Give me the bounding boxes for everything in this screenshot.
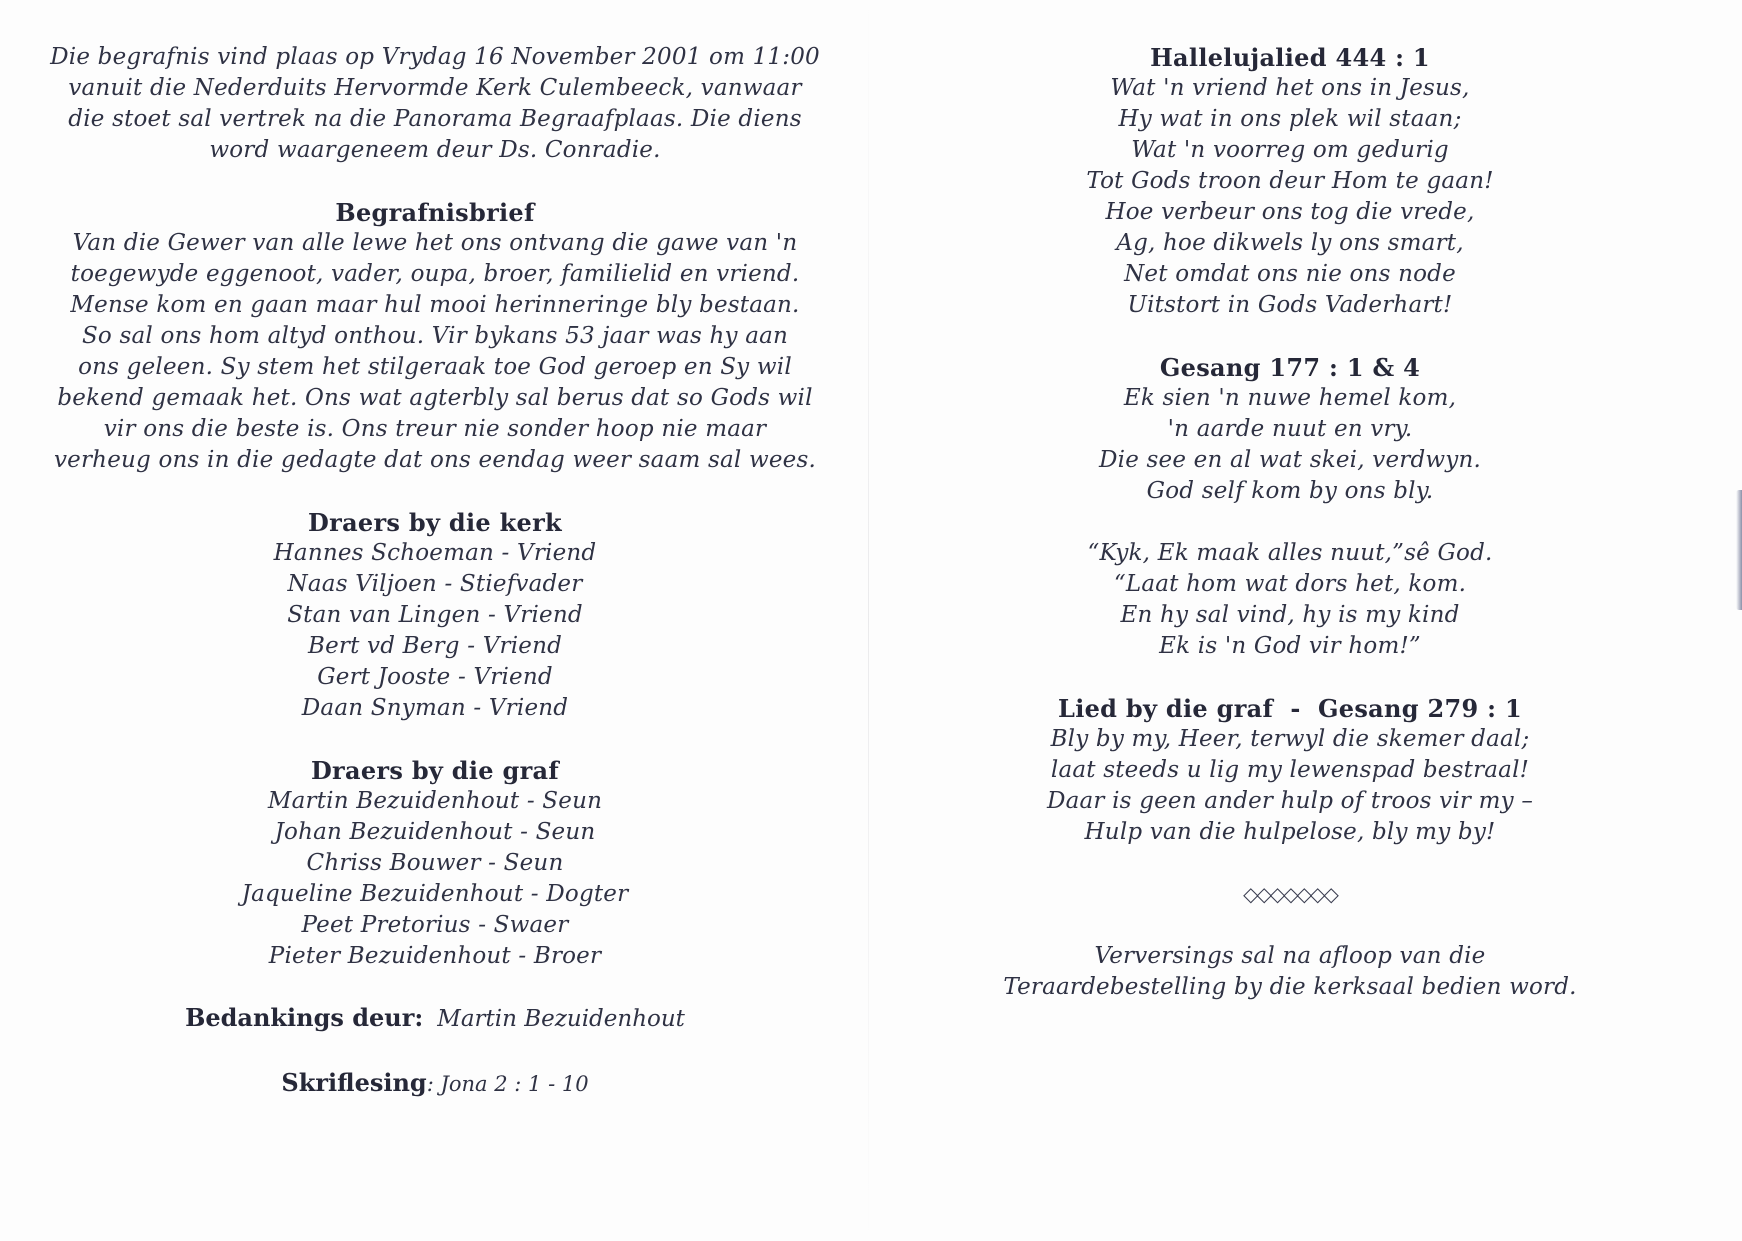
page-edge-shadow (1736, 490, 1742, 610)
intro-line: vanuit die Nederduits Hervormde Kerk Culembeeck, vanwaar (68, 75, 802, 101)
bearer-entry: Johan Bezuidenhout - Seun (274, 819, 596, 845)
reading-label: Skriflesing (281, 1068, 427, 1097)
letter-line: toegewyde eggenoot, vader, oupa, broer, familielid en vriend. (70, 261, 800, 287)
right-column (930, 42, 1650, 1034)
bearer-entry: Gert Jooste - Vriend (317, 664, 553, 690)
hymn-line: Die see en al wat skei, verdwyn. (1099, 447, 1481, 473)
funeral-letter (20, 197, 850, 476)
bearer-entry: Daan Snyman - Vriend (301, 695, 569, 721)
hymn-line: Net omdat ons nie ons node (1124, 261, 1456, 287)
bearer-entry: Naas Viljoen - Stiefvader (287, 571, 583, 597)
grave-bearers (20, 755, 850, 972)
diamond-ornament: ◇◇◇◇◇◇◇ (1243, 882, 1337, 906)
intro-line: die stoet sal vertrek na die Panorama Begraafplaas. Die diens (68, 106, 802, 132)
hymn-line: Daar is geen ander hulp of troos vir my – (1046, 788, 1534, 814)
bearer-entry: Peet Pretorius - Swaer (301, 912, 569, 938)
intro-line: word waargeneem deur Ds. Conradie. (209, 137, 661, 163)
letter-line: vir ons die beste is. Ons treur nie sonder hoop nie maar (103, 416, 767, 442)
letter-line: Mense kom en gaan maar hul mooi herinneringe bly bestaan. (70, 292, 800, 318)
grave-song (930, 693, 1650, 848)
funeral-letter-heading: Begrafnisbrief (335, 198, 535, 227)
thanks-line (20, 1003, 850, 1032)
church-bearers (20, 507, 850, 724)
letter-line: verheug ons in die gedagte dat ons eendag weer saam sal wees. (53, 447, 817, 473)
hymn-line: “Laat hom wat dors het, kom. (1113, 571, 1467, 597)
hymn-444 (930, 42, 1650, 321)
grave-bearers-heading: Draers by die graf (310, 756, 560, 785)
hymn-line: 'n aarde nuut en vry. (1167, 416, 1413, 442)
bearer-entry: Hannes Schoeman - Vriend (273, 540, 597, 566)
bearer-entry: Chriss Bouwer - Seun (306, 850, 564, 876)
hymn-line: Ag, hoe dikwels ly ons smart, (1116, 230, 1464, 256)
service-intro (20, 42, 850, 166)
reading-line (20, 1068, 850, 1097)
letter-line: Van die Gewer van alle lewe het ons ontvang die gawe van 'n (72, 230, 798, 256)
hymn-line: God self kom by ons bly. (1146, 478, 1434, 504)
bearer-entry: Pieter Bezuidenhout - Broer (268, 943, 602, 969)
bearer-entry: Stan van Lingen - Vriend (287, 602, 583, 628)
hymn-line: laat steeds u lig my lewenspad bestraal! (1050, 757, 1530, 783)
bearer-entry: Bert vd Berg - Vriend (307, 633, 563, 659)
hymn-line: En hy sal vind, hy is my kind (1120, 602, 1460, 628)
hymn-line: Bly by my, Heer, terwyl die skemer daal; (1050, 726, 1530, 752)
fold-line (868, 0, 869, 1241)
reading-value: : Jona 2 : 1 - 10 (426, 1072, 589, 1096)
left-column (20, 42, 850, 1128)
closing-line: Verversings sal na afloop van die (1094, 943, 1486, 969)
bearer-entry: Martin Bezuidenhout - Seun (267, 788, 603, 814)
letter-line: ons geleen. Sy stem het stilgeraak toe God geroep en Sy wil (78, 354, 792, 380)
hymn-line: Uitstort in Gods Vaderhart! (1127, 292, 1453, 318)
hymn-line: Tot Gods troon deur Hom te gaan! (1086, 168, 1494, 194)
hymn-line: Hoe verbeur ons tog die vrede, (1105, 199, 1475, 225)
hymn-line: Hy wat in ons plek wil staan; (1118, 106, 1462, 132)
hymn-177-heading: Gesang 177 : 1 & 4 (1159, 353, 1421, 382)
hymn-line: Hulp van die hulpelose, bly my by! (1084, 819, 1496, 845)
letter-line: So sal ons hom altyd onthou. Vir bykans 53 jaar was hy aan (81, 323, 789, 349)
closing-note (930, 941, 1650, 1003)
thanks-label: Bedankings deur: (185, 1003, 424, 1032)
hymn-line: Ek sien 'n nuwe hemel kom, (1123, 385, 1457, 411)
hymn-line: Ek is 'n God vir hom!” (1159, 633, 1421, 659)
church-bearers-heading: Draers by die kerk (308, 508, 562, 537)
grave-song-heading: Lied by die graf - Gesang 279 : 1 (1058, 694, 1522, 723)
closing-line: Teraardebestelling by die kerksaal bedien word. (1003, 974, 1577, 1000)
hymn-line: Wat 'n vriend het ons in Jesus, (1110, 75, 1470, 101)
intro-line: Die begrafnis vind plaas op Vrydag 16 November 2001 om 11:00 (50, 44, 820, 70)
hymn-444-heading: Hallelujalied 444 : 1 (1150, 43, 1430, 72)
hymn-line: Wat 'n voorreg om gedurig (1131, 137, 1449, 163)
hymn-177 (930, 352, 1650, 662)
hymn-line: “Kyk, Ek maak alles nuut,”sê God. (1087, 540, 1493, 566)
letter-line: bekend gemaak het. Ons wat agterbly sal berus dat so Gods wil (57, 385, 813, 411)
thanks-value: Martin Bezuidenhout (437, 1006, 685, 1032)
bearer-entry: Jaqueline Bezuidenhout - Dogter (241, 881, 629, 907)
